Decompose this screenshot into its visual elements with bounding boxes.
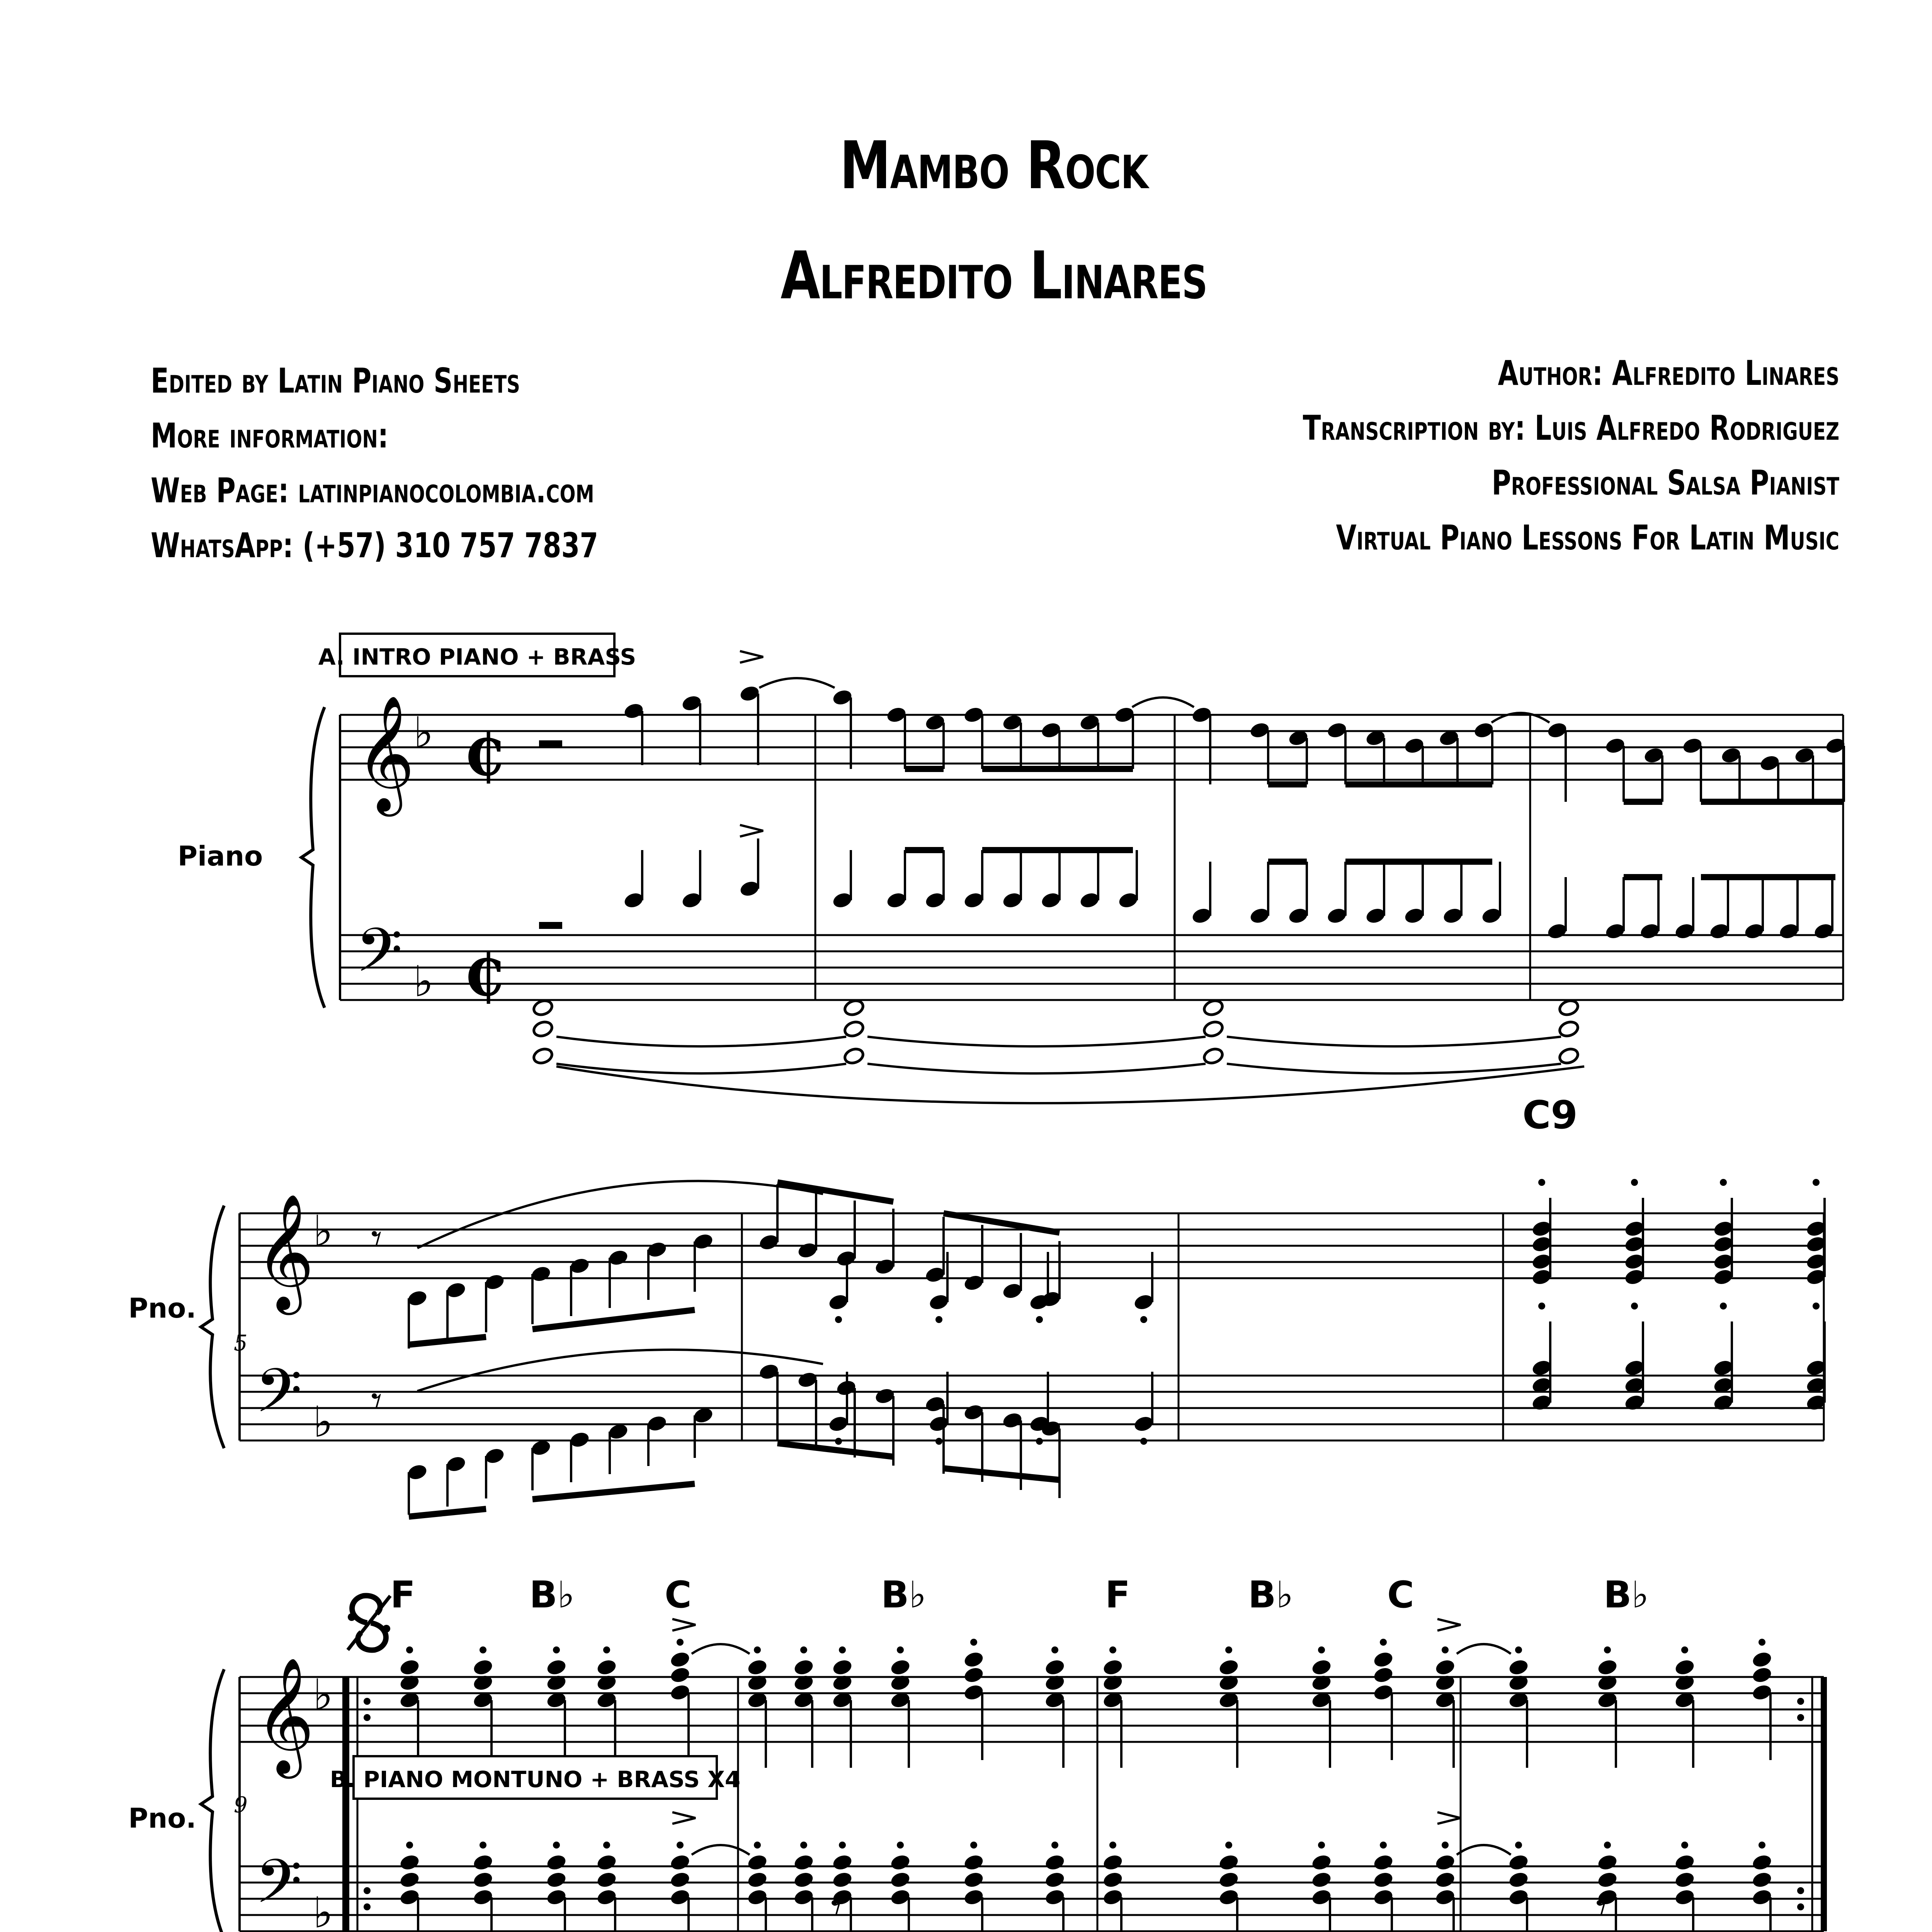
- note-head: [1751, 1666, 1773, 1684]
- note-head: [1372, 1666, 1395, 1684]
- accent-icon: [672, 1812, 696, 1824]
- note-head: [1311, 1853, 1333, 1872]
- staccato-dot: [1538, 1179, 1545, 1186]
- staccato-dot: [1225, 1842, 1232, 1849]
- staccato-dot: [1797, 1714, 1804, 1721]
- note-head: [1434, 1871, 1456, 1889]
- note-head: [1102, 1853, 1124, 1872]
- note-head: [1102, 1658, 1124, 1677]
- note-head: [747, 1853, 769, 1872]
- tie: [556, 1037, 846, 1046]
- staccato-dot: [406, 1842, 413, 1849]
- beam: [532, 1310, 695, 1329]
- staccato-dot: [1813, 1179, 1820, 1186]
- transcription-credit: Transcription by: Luis Alfredo Rodriguez: [1303, 408, 1839, 448]
- staccato-dot: [1140, 1316, 1147, 1323]
- staccato-dot: [553, 1842, 560, 1849]
- instrument-label-pno-2: Pno.: [128, 1293, 196, 1324]
- edited-by: Edited by Latin Piano Sheets: [151, 361, 520, 401]
- staccato-dot: [1515, 1842, 1522, 1849]
- staccato-dot: [839, 1842, 846, 1849]
- staccato-dot: [1797, 1903, 1804, 1910]
- flat-icon: ♭: [313, 1670, 333, 1719]
- note-head: [747, 1871, 769, 1889]
- song-artist: Alfredito Linares: [781, 238, 1207, 314]
- staccato-dot: [754, 1646, 761, 1653]
- staccato-dot: [406, 1646, 413, 1653]
- chord-symbol: B♭: [1604, 1574, 1649, 1616]
- note-head: [1508, 1871, 1530, 1889]
- chord-symbol: B♭: [881, 1574, 927, 1616]
- note-head: [1674, 1658, 1696, 1677]
- staccato-dot: [1109, 1646, 1116, 1653]
- accent-icon: [1437, 1812, 1461, 1824]
- staccato-dot: [1681, 1842, 1688, 1849]
- staccato-dot: [1380, 1639, 1387, 1646]
- note-head: [1558, 1020, 1580, 1038]
- accent-icon: [672, 1619, 696, 1631]
- pianist-title: Professional Salsa Pianist: [1492, 463, 1839, 503]
- flat-icon: ♭: [313, 1397, 333, 1447]
- note-head: [1202, 1020, 1225, 1038]
- staccato-dot: [800, 1646, 807, 1653]
- rest-icon: 𝄾: [831, 1883, 842, 1932]
- note-head: [793, 1853, 815, 1872]
- note-head: [669, 1650, 691, 1669]
- chord-symbol: B♭: [1248, 1574, 1294, 1616]
- rest-icon: 𝄾: [371, 1214, 383, 1264]
- rehearsal-mark-a: A. INTRO PIANO + BRASS: [318, 644, 636, 670]
- cut-time-icon: ₵: [464, 721, 504, 789]
- note-head: [1674, 1853, 1696, 1872]
- staccato-dot: [1140, 1438, 1147, 1445]
- treble-clef-icon: 𝄞: [255, 1657, 315, 1774]
- note-head: [596, 1853, 618, 1872]
- note-head: [832, 1658, 854, 1677]
- note-head: [1751, 1871, 1773, 1889]
- note-head: [793, 1871, 815, 1889]
- tie: [867, 1037, 1206, 1046]
- beam: [409, 1509, 486, 1517]
- instrument-label-piano: Piano: [177, 840, 263, 872]
- beam: [777, 1443, 893, 1457]
- note-head: [889, 1871, 912, 1889]
- staccato-dot: [1797, 1887, 1804, 1894]
- staccato-dot: [1538, 1303, 1545, 1310]
- note-head: [889, 1853, 912, 1872]
- note-head: [1372, 1871, 1395, 1889]
- staccato-dot: [364, 1887, 371, 1894]
- brace-icon: [301, 707, 325, 1008]
- staccato-dot: [1036, 1438, 1043, 1445]
- beam: [944, 1468, 1060, 1480]
- note-head: [1751, 1853, 1773, 1872]
- measure-number-9: 9: [234, 1793, 248, 1818]
- note-head: [832, 1853, 854, 1872]
- tie: [692, 1644, 750, 1654]
- staccato-dot: [1442, 1842, 1449, 1849]
- staccato-dot: [897, 1646, 904, 1653]
- chord-symbol-c9: C9: [1522, 1092, 1578, 1138]
- chord-symbol: F: [1105, 1574, 1130, 1616]
- note-head: [546, 1853, 568, 1872]
- note-head: [747, 1658, 769, 1677]
- note-head: [1218, 1853, 1240, 1872]
- staccato-dot: [1515, 1646, 1522, 1653]
- staccato-dot: [1720, 1303, 1727, 1310]
- staccato-dot: [1442, 1646, 1449, 1653]
- note-head: [596, 1658, 618, 1677]
- tie: [692, 1845, 750, 1855]
- staccato-dot: [553, 1646, 560, 1653]
- note-head: [1218, 1871, 1240, 1889]
- note-head: [1597, 1658, 1619, 1677]
- staccato-dot: [1318, 1842, 1325, 1849]
- note-head: [1434, 1853, 1456, 1872]
- tie: [556, 1064, 846, 1073]
- note-head: [532, 998, 554, 1017]
- whatsapp-number[interactable]: WhatsApp: (+57) 310 757 7837: [151, 526, 599, 565]
- note-head: [1558, 1047, 1580, 1065]
- note-head: [1311, 1658, 1333, 1677]
- staccato-dot: [835, 1316, 842, 1323]
- measure-number-5: 5: [234, 1331, 248, 1356]
- staccato-dot: [364, 1714, 371, 1721]
- accent-icon: [740, 651, 763, 663]
- bass-clef-icon: 𝄢: [255, 1846, 303, 1932]
- staccato-dot: [480, 1646, 486, 1653]
- staccato-dot: [1604, 1842, 1611, 1849]
- treble-clef-icon: 𝄞: [355, 695, 415, 811]
- rehearsal-mark-b: B. PIANO MONTUNO + BRASS X4: [330, 1766, 741, 1793]
- staccato-dot: [1720, 1179, 1727, 1186]
- staccato-dot: [835, 1438, 842, 1445]
- staccato-dot: [364, 1698, 371, 1705]
- note-head: [546, 1658, 568, 1677]
- note-head: [399, 1658, 421, 1677]
- staccato-dot: [677, 1842, 684, 1849]
- note-head: [1674, 1871, 1696, 1889]
- staccato-dot: [897, 1842, 904, 1849]
- bass-clef-icon: 𝄢: [255, 1355, 303, 1441]
- staccato-dot: [1681, 1646, 1688, 1653]
- staccato-dot: [970, 1639, 977, 1646]
- note-head: [963, 1871, 985, 1889]
- note-head: [1044, 1658, 1066, 1677]
- staccato-dot: [839, 1646, 846, 1653]
- chord-symbol: F: [390, 1574, 415, 1616]
- tie: [867, 1064, 1206, 1073]
- flat-icon: ♭: [313, 1206, 333, 1256]
- note-head: [472, 1871, 494, 1889]
- note-head: [843, 998, 865, 1017]
- staccato-dot: [364, 1903, 371, 1910]
- tie: [1227, 1064, 1561, 1073]
- staccato-dot: [1380, 1842, 1387, 1849]
- beam: [777, 1182, 893, 1202]
- staccato-dot: [1051, 1842, 1058, 1849]
- note-head: [1508, 1658, 1530, 1677]
- note-head: [596, 1871, 618, 1889]
- note-head: [472, 1658, 494, 1677]
- note-head: [472, 1853, 494, 1872]
- tie: [1457, 1845, 1511, 1855]
- accent-icon: [1437, 1619, 1461, 1631]
- staccato-dot: [1813, 1303, 1820, 1310]
- flat-icon: ♭: [313, 1888, 333, 1932]
- staccato-dot: [1051, 1646, 1058, 1653]
- note-head: [399, 1871, 421, 1889]
- note-head: [1751, 1650, 1773, 1669]
- bass-clef-icon: 𝄢: [355, 915, 403, 1000]
- staccato-dot: [1759, 1842, 1765, 1849]
- staccato-dot: [1225, 1646, 1232, 1653]
- staccato-dot: [1109, 1842, 1116, 1849]
- tie: [1132, 697, 1194, 707]
- cut-time-icon: ₵: [464, 941, 504, 1009]
- flat-icon: ♭: [413, 708, 434, 757]
- note-head: [1434, 1658, 1456, 1677]
- note-head: [546, 1871, 568, 1889]
- staccato-dot: [1797, 1698, 1804, 1705]
- flat-icon: ♭: [413, 957, 434, 1006]
- segno-icon: [348, 1596, 390, 1650]
- note-head: [1372, 1853, 1395, 1872]
- brace-icon: [201, 1669, 224, 1932]
- note-head: [1202, 998, 1225, 1017]
- note-head: [532, 1020, 554, 1038]
- note-head: [963, 1666, 985, 1684]
- note-head: [1218, 1658, 1240, 1677]
- note-head: [1597, 1853, 1619, 1872]
- note-head: [1202, 1047, 1225, 1065]
- staccato-dot: [1631, 1303, 1638, 1310]
- note-head: [1508, 1853, 1530, 1872]
- instrument-label-pno-3: Pno.: [128, 1803, 196, 1834]
- staccato-dot: [1036, 1316, 1043, 1323]
- staccato-dot: [754, 1842, 761, 1849]
- chord-symbol: C: [665, 1574, 692, 1616]
- chord-symbol: C: [1387, 1574, 1414, 1616]
- brace-icon: [201, 1206, 224, 1448]
- beam: [409, 1337, 486, 1345]
- staccato-dot: [935, 1316, 942, 1323]
- staccato-dot: [1631, 1179, 1638, 1186]
- note-head: [1044, 1871, 1066, 1889]
- song-title: Mambo Rock: [840, 128, 1148, 204]
- note-head: [532, 1047, 554, 1065]
- slur: [417, 1181, 823, 1248]
- web-page-link[interactable]: Web Page: latinpianocolombia.com: [151, 471, 594, 510]
- note-head: [1044, 1853, 1066, 1872]
- rest-icon: 𝄾: [1596, 1883, 1607, 1932]
- lessons-tagline: Virtual Piano Lessons For Latin Music: [1336, 518, 1839, 558]
- staccato-dot: [1759, 1639, 1765, 1646]
- staccato-dot: [935, 1438, 942, 1445]
- staccato-dot: [970, 1842, 977, 1849]
- note-head: [669, 1666, 691, 1684]
- staccato-dot: [1318, 1646, 1325, 1653]
- rest-icon: 𝄾: [371, 1376, 383, 1426]
- tie: [759, 678, 835, 688]
- more-information: More information:: [151, 416, 389, 456]
- note-head: [963, 1853, 985, 1872]
- note-head: [889, 1658, 912, 1677]
- staccato-dot: [603, 1646, 610, 1653]
- note-head: [1372, 1650, 1395, 1669]
- staccato-dot: [800, 1842, 807, 1849]
- staccato-dot: [1604, 1646, 1611, 1653]
- beam: [532, 1484, 695, 1499]
- chord-symbol: B♭: [529, 1574, 575, 1616]
- staccato-dot: [480, 1842, 486, 1849]
- note-head: [963, 1650, 985, 1669]
- staccato-dot: [603, 1842, 610, 1849]
- note-head: [1102, 1871, 1124, 1889]
- note-head: [669, 1871, 691, 1889]
- half-rest-icon: [539, 740, 562, 747]
- tie: [1227, 1037, 1561, 1046]
- note-head: [399, 1853, 421, 1872]
- note-head: [1311, 1871, 1333, 1889]
- author-credit: Author: Alfredito Linares: [1498, 353, 1839, 393]
- note-head: [669, 1853, 691, 1872]
- half-rest-icon: [539, 922, 562, 929]
- note-head: [793, 1658, 815, 1677]
- note-head: [843, 1020, 865, 1038]
- tie: [1457, 1644, 1511, 1654]
- accent-icon: [740, 825, 763, 837]
- note-head: [843, 1047, 865, 1065]
- staccato-dot: [677, 1639, 684, 1646]
- treble-clef-icon: 𝄞: [255, 1193, 315, 1310]
- note-head: [1558, 998, 1580, 1017]
